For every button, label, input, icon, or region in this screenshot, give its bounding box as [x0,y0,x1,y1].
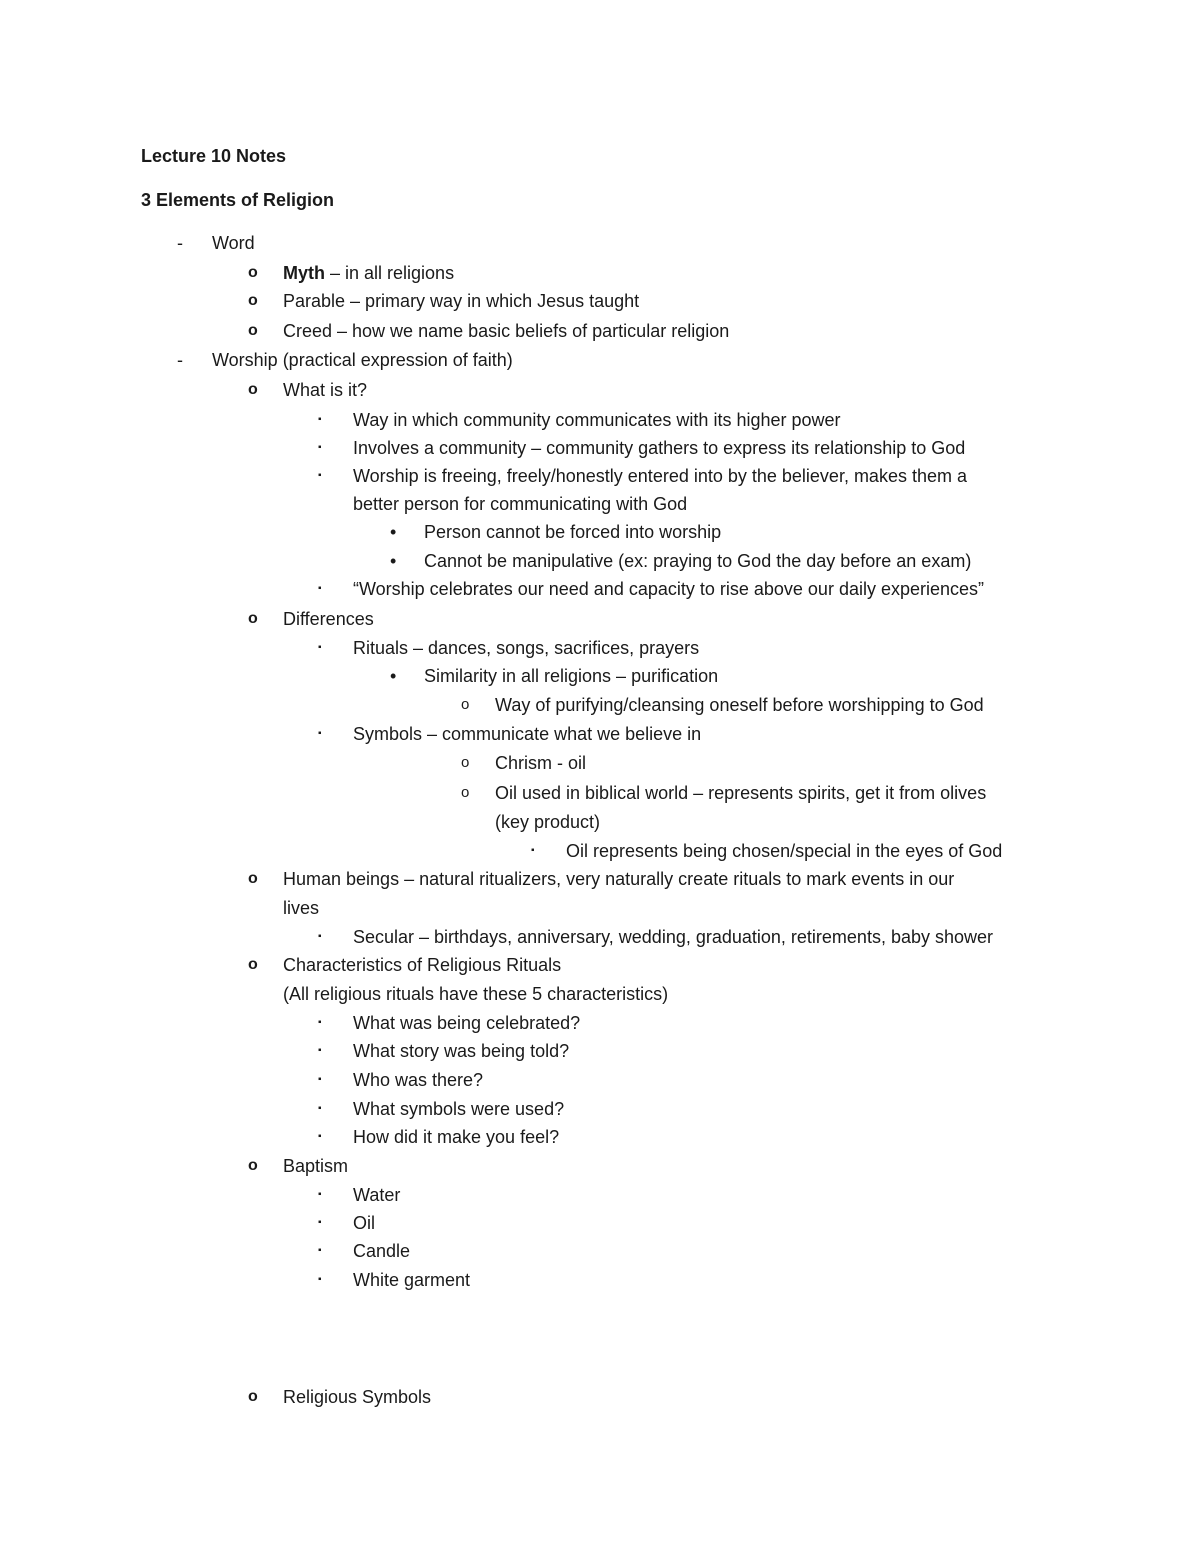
square-bullet: ▪ [318,1017,322,1028]
secular-item: Secular – birthdays, anniversary, wedding, graduation, retirements, baby shower [353,927,994,947]
circle-bullet: o [461,754,470,771]
characteristic-item: What was being celebrated? [353,1013,581,1033]
freeing-item-line-1: Worship is freeing, freely/honestly entered into by the believer, makes them a [353,466,967,486]
myth-item [283,262,454,284]
square-bullet: ▪ [318,1074,322,1085]
baptism-symbol-item: Oil [353,1213,375,1233]
characteristic-item: Who was there? [353,1070,484,1090]
symbols-item: Symbols – communicate what we believe in [353,724,702,744]
circle-bullet: o [461,784,470,801]
parable-item: Parable – primary way in which Jesus taught [283,291,640,311]
oil-item-line-2: (key product) [495,812,601,832]
similarity-item: Similarity in all religions – purification [424,666,719,686]
human-beings-item-line-1: Human beings – natural ritualizers, very naturally create rituals to mark events in our [283,869,955,889]
square-bullet: ▪ [318,414,322,425]
human-beings-item-line-2: lives [283,898,320,918]
cannot-forced-item: Person cannot be forced into worship [424,522,722,542]
creed-item: Creed – how we name basic beliefs of particular religion [283,321,730,341]
square-bullet: ▪ [318,1217,322,1228]
way-item: Way in which community communicates with its higher power [353,410,841,430]
religious-symbols-item: Religious Symbols [283,1387,432,1407]
baptism-symbol-item: Candle [353,1241,411,1261]
baptism-item: Baptism [283,1156,349,1176]
square-bullet: ▪ [318,642,322,653]
chrism-item: Chrism - oil [495,753,587,773]
circle-bullet: o [248,1157,258,1174]
section-heading: 3 Elements of Religion [141,190,335,210]
square-bullet: ▪ [318,1131,322,1142]
characteristic-item: How did it make you feel? [353,1127,560,1147]
oil-chosen-item: Oil represents being chosen/special in the eyes of God [566,841,1003,861]
freeing-item-line-2: better person for communicating with God [353,494,688,514]
baptism-symbol-item: White garment [353,1270,471,1290]
worship-quote-item: “Worship celebrates our need and capacity to rise above our daily experiences” [353,579,985,599]
square-bullet: ▪ [318,583,322,594]
square-bullet: ▪ [318,1045,322,1056]
characteristic-item: What story was being told? [353,1041,570,1061]
document-title: Lecture 10 Notes [141,146,287,166]
square-bullet: ▪ [318,1245,322,1256]
purifying-item: Way of purifying/cleansing oneself before worshipping to God [495,695,984,715]
circle-bullet: o [248,381,258,398]
circle-bullet: o [461,696,470,713]
dot-bullet: • [390,666,397,686]
characteristics-item: Characteristics of Religious Rituals [283,955,562,975]
cannot-manipulative-item: Cannot be manipulative (ex: praying to God the day before an exam) [424,551,972,571]
circle-bullet: o [248,956,258,973]
dot-bullet: • [390,551,397,571]
square-bullet: ▪ [318,1274,322,1285]
oil-item-line-1: Oil used in biblical world – represents spirits, get it from olives [495,783,987,803]
baptism-symbol-item: Water [353,1185,401,1205]
differences-item: Differences [283,609,374,629]
what-is-it-item: What is it? [283,380,368,400]
circle-bullet: o [248,292,258,309]
myth-description: – in all religions [325,263,455,283]
dot-bullet: • [390,522,397,542]
square-bullet: ▪ [318,442,322,453]
square-bullet: ▪ [318,728,322,739]
involves-item: Involves a community – community gathers to express its relationship to God [353,438,966,458]
characteristic-item: What symbols were used? [353,1099,565,1119]
dash-bullet: - [177,350,183,370]
circle-bullet: o [248,610,258,627]
worship-item: Worship (practical expression of faith) [212,350,513,370]
square-bullet: ▪ [318,1189,322,1200]
characteristics-note: (All religious rituals have these 5 characteristics) [283,984,669,1004]
square-bullet: ▪ [318,470,322,481]
circle-bullet: o [248,322,258,339]
myth-term: Myth [283,263,325,283]
circle-bullet: o [248,264,258,281]
square-bullet: ▪ [531,845,535,856]
square-bullet: ▪ [318,931,322,942]
rituals-item: Rituals – dances, songs, sacrifices, prayers [353,638,700,658]
square-bullet: ▪ [318,1103,322,1114]
circle-bullet: o [248,1388,258,1405]
dash-bullet: - [177,233,183,253]
word-item: Word [212,233,255,253]
circle-bullet: o [248,870,258,887]
